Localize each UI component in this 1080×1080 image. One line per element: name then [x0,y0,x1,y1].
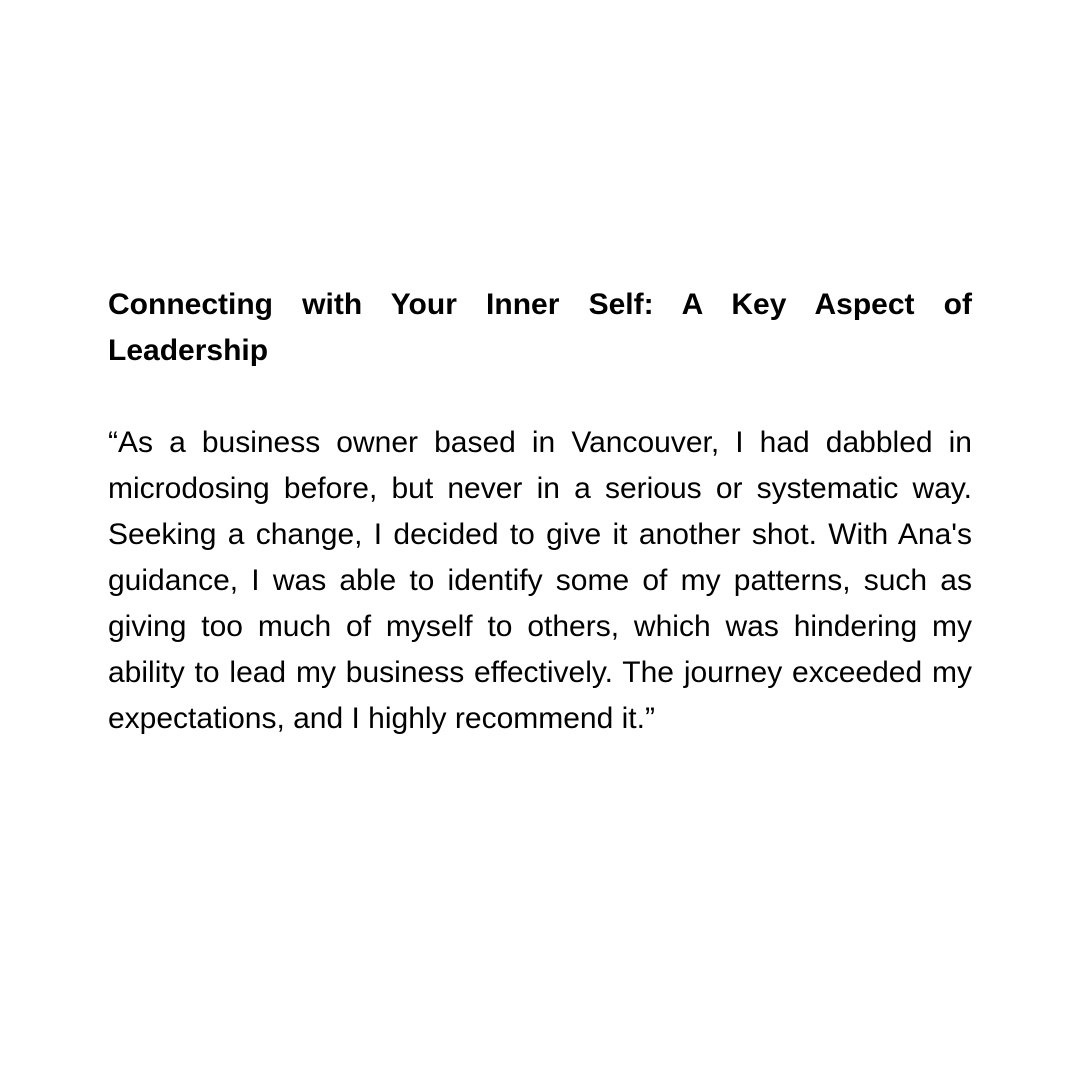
testimonial-quote: “As a business owner based in Vancouver, I had dabbled in microdosing before, but never in a serious or systematic way. Seeking a change, I decided to give it another shot. With Ana's guidance, I was able to identify some of my patterns, such as giving too much of myself to others, which was hindering my ability to lead my business effectively. The journey exceeded my expectations, and I highly recommend it.” [108,426,972,735]
text-block [108,282,972,742]
post-title: Connecting with Your Inner Self: A Key Aspect of Leadership [108,288,972,367]
